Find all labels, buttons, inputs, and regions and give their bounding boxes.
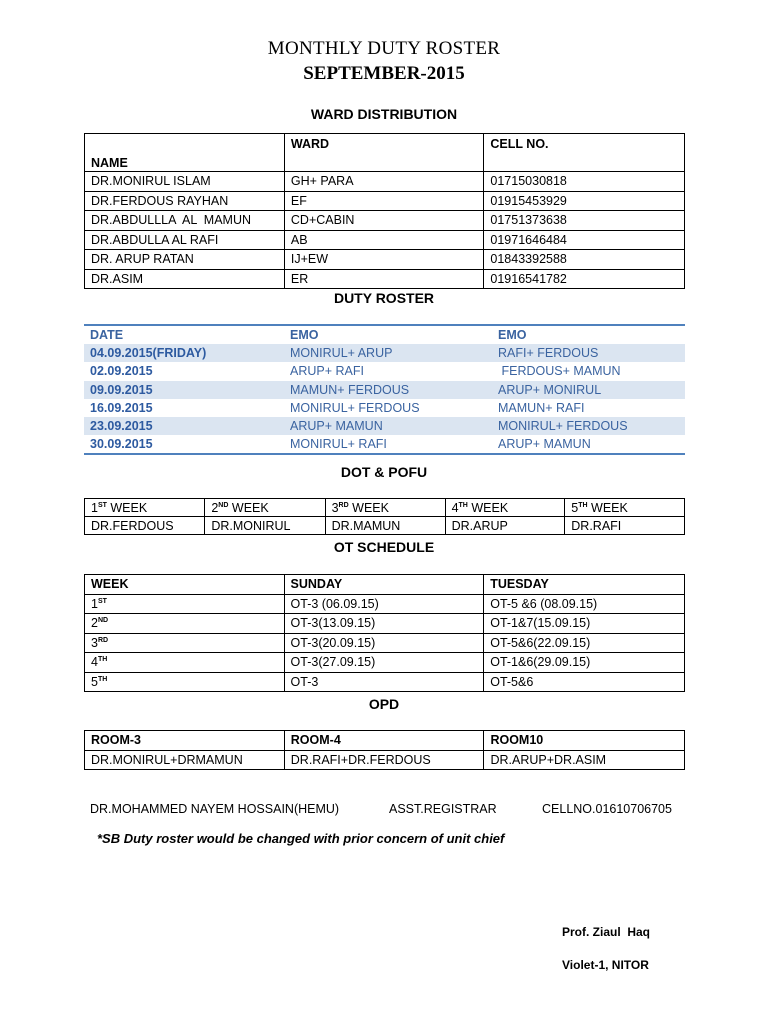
dot-pofu-table <box>84 498 685 535</box>
emo-pair: ARUP+ MAMUN <box>498 437 591 452</box>
ot-schedule-table <box>84 574 685 692</box>
header-cell-name: NAME <box>85 134 285 172</box>
ward-value: GH+ PARA <box>284 172 484 192</box>
document-title: MONTHLY DUTY ROSTER <box>267 38 501 59</box>
cell-number: 01971646484 <box>484 230 685 250</box>
week-text: WEEK <box>106 500 148 515</box>
sunday-ot: OT-3 <box>284 672 484 692</box>
week-number: 1 <box>91 500 98 515</box>
header-cell-cell-no: CELL NO. <box>484 134 685 172</box>
cell-number: 01916541782 <box>484 269 685 289</box>
week-number: 3 <box>91 635 98 650</box>
table-header-row <box>84 325 685 344</box>
emo-pair: MAMUN+ RAFI <box>498 400 585 415</box>
ward-value: AB <box>284 230 484 250</box>
week-text: WEEK <box>587 500 628 515</box>
ordinal-suffix: ST <box>97 597 107 605</box>
doctor-name: DR.ASIM <box>85 269 285 289</box>
week-label <box>445 499 565 517</box>
table-row <box>84 417 685 435</box>
table-header-row <box>85 575 685 595</box>
cell-number: 01751373638 <box>484 211 685 231</box>
table-row <box>84 435 685 454</box>
duty-date: 30.09.2015 <box>90 437 153 452</box>
duty-date: 09.09.2015 <box>84 381 284 399</box>
ordinal-suffix: ND <box>218 501 229 509</box>
unit-name: Violet-1, NITOR <box>562 958 649 972</box>
week-text: WEEK <box>467 500 509 515</box>
sunday-ot: OT-3(13.09.15) <box>284 614 484 634</box>
header-cell-room-4: ROOM-4 <box>284 731 484 751</box>
week-label <box>565 499 685 517</box>
emo-pair: ARUP+ MAMUN <box>284 417 492 435</box>
table-row <box>85 250 685 270</box>
doctor-name: DR.ABDULLLA AL MAMUN <box>85 211 285 231</box>
emo-pair: ARUP+ MONIRUL <box>492 381 685 399</box>
cell-number: 01715030818 <box>484 172 685 192</box>
duty-roster-table <box>84 324 685 455</box>
table-row <box>85 614 685 634</box>
doctor-name: DR.FERDOUS <box>85 517 205 535</box>
table-row <box>84 344 685 362</box>
header-cell-room-3: ROOM-3 <box>85 731 285 751</box>
header-cell-sunday: SUNDAY <box>284 575 484 595</box>
header-cell-week: WEEK <box>85 575 285 595</box>
duty-roster-heading: DUTY ROSTER <box>333 290 435 306</box>
table-row <box>84 399 685 417</box>
duty-date: 16.09.2015 <box>90 400 153 415</box>
doctor-name: DR.ABDULLA AL RAFI <box>85 230 285 250</box>
table-row <box>85 211 685 231</box>
emo-pair: RAFI+ FERDOUS <box>492 344 685 362</box>
sunday-ot: OT-3(20.09.15) <box>284 633 484 653</box>
week-ordinal <box>85 614 285 634</box>
header-cell-tuesday: TUESDAY <box>484 575 685 595</box>
header-cell-emo: EMO <box>290 328 319 343</box>
week-ordinal <box>85 653 285 673</box>
duty-date: 02.09.2015 <box>90 364 153 379</box>
tuesday-ot: OT-5 &6 (08.09.15) <box>484 594 685 614</box>
signatory-designation: ASST.REGISTRAR <box>389 802 497 816</box>
week-label <box>85 499 205 517</box>
week-number: 1 <box>91 596 98 611</box>
week-number: 5 <box>91 674 98 689</box>
sunday-ot: OT-3(27.09.15) <box>284 653 484 673</box>
room-10-doctors: DR.ARUP+DR.ASIM <box>484 750 685 770</box>
header-cell-room-10: ROOM10 <box>484 731 685 751</box>
tuesday-ot: OT-5&6(22.09.15) <box>484 633 685 653</box>
week-text: WEEK <box>228 500 269 515</box>
table-header-row <box>85 499 685 517</box>
emo-pair: MONIRUL+ FERDOUS <box>492 417 685 435</box>
tuesday-ot: OT-1&7(15.09.15) <box>484 614 685 634</box>
tuesday-ot: OT-5&6 <box>484 672 685 692</box>
table-row <box>85 269 685 289</box>
doctor-name: DR. ARUP RATAN <box>85 250 285 270</box>
doctor-name: DR.MAMUN <box>325 517 445 535</box>
week-label <box>325 499 445 517</box>
ward-distribution-heading: WARD DISTRIBUTION <box>310 106 458 122</box>
opd-table <box>84 730 685 770</box>
cell-number: 01915453929 <box>484 191 685 211</box>
table-row <box>85 633 685 653</box>
table-header-row <box>85 134 685 172</box>
week-text: WEEK <box>348 500 389 515</box>
doctor-name: DR.FERDOUS RAYHAN <box>85 191 285 211</box>
week-ordinal <box>85 672 285 692</box>
doctor-name: DR.RAFI <box>565 517 685 535</box>
ordinal-suffix: RD <box>97 636 109 644</box>
tuesday-ot: OT-1&6(29.09.15) <box>484 653 685 673</box>
duty-date: 23.09.2015 <box>84 417 284 435</box>
dot-pofu-heading: DOT & POFU <box>340 464 428 480</box>
ordinal-suffix: TH <box>97 656 108 664</box>
table-row <box>85 230 685 250</box>
week-ordinal <box>85 633 285 653</box>
table-header-row <box>85 731 685 751</box>
ordinal-suffix: TH <box>97 675 108 683</box>
ordinal-suffix: RD <box>338 501 349 509</box>
sunday-ot: OT-3 (06.09.15) <box>284 594 484 614</box>
table-row <box>84 381 685 399</box>
duty-date: 04.09.2015(FRIDAY) <box>84 344 284 362</box>
week-number: 4 <box>451 500 459 515</box>
document-subtitle: SEPTEMBER-2015 <box>303 63 465 84</box>
room-3-doctors: DR.MONIRUL+DRMAMUN <box>85 750 285 770</box>
ward-value: EF <box>284 191 484 211</box>
cell-number: 01843392588 <box>484 250 685 270</box>
emo-pair: MAMUN+ FERDOUS <box>284 381 492 399</box>
ordinal-suffix: ND <box>97 617 109 625</box>
emo-pair: MONIRUL+ RAFI <box>290 437 387 452</box>
header-cell-ward: WARD <box>284 134 484 172</box>
room-4-doctors: DR.RAFI+DR.FERDOUS <box>284 750 484 770</box>
footnote: *SB Duty roster would be changed with prior concern of unit chief <box>97 831 505 846</box>
week-number: 5 <box>571 500 579 515</box>
table-row <box>85 191 685 211</box>
table-row <box>85 594 685 614</box>
emo-pair: FERDOUS+ MAMUN <box>498 364 621 379</box>
ward-distribution-table <box>84 133 685 289</box>
week-number: 2 <box>211 500 219 515</box>
table-row <box>85 672 685 692</box>
table-row <box>85 653 685 673</box>
header-cell-date: DATE <box>90 328 124 343</box>
table-row <box>84 362 685 380</box>
header-cell-emo: EMO <box>498 328 527 343</box>
week-ordinal <box>85 594 285 614</box>
week-number: 4 <box>91 655 98 670</box>
table-row <box>85 172 685 192</box>
week-label <box>205 499 325 517</box>
emo-pair: ARUP+ RAFI <box>290 364 364 379</box>
ordinal-suffix: TH <box>458 501 468 509</box>
table-row <box>85 750 685 770</box>
emo-pair: MONIRUL+ FERDOUS <box>290 400 420 415</box>
unit-chief-name: Prof. Ziaul Haq <box>562 925 651 939</box>
ward-value: CD+CABIN <box>284 211 484 231</box>
week-number: 3 <box>331 500 339 515</box>
ordinal-suffix: ST <box>97 501 107 509</box>
ot-schedule-heading: OT SCHEDULE <box>333 539 435 555</box>
ward-value: ER <box>284 269 484 289</box>
week-number: 2 <box>91 616 98 631</box>
ordinal-suffix: TH <box>578 501 588 509</box>
table-row <box>85 517 685 535</box>
signatory-name: DR.MOHAMMED NAYEM HOSSAIN(HEMU) <box>90 802 340 816</box>
ward-value: IJ+EW <box>284 250 484 270</box>
doctor-name: DR.MONIRUL <box>205 517 325 535</box>
doctor-name: DR.MONIRUL ISLAM <box>85 172 285 192</box>
signatory-cell: CELLNO.01610706705 <box>542 802 672 816</box>
emo-pair: MONIRUL+ ARUP <box>284 344 492 362</box>
opd-heading: OPD <box>368 696 400 712</box>
doctor-name: DR.ARUP <box>445 517 565 535</box>
